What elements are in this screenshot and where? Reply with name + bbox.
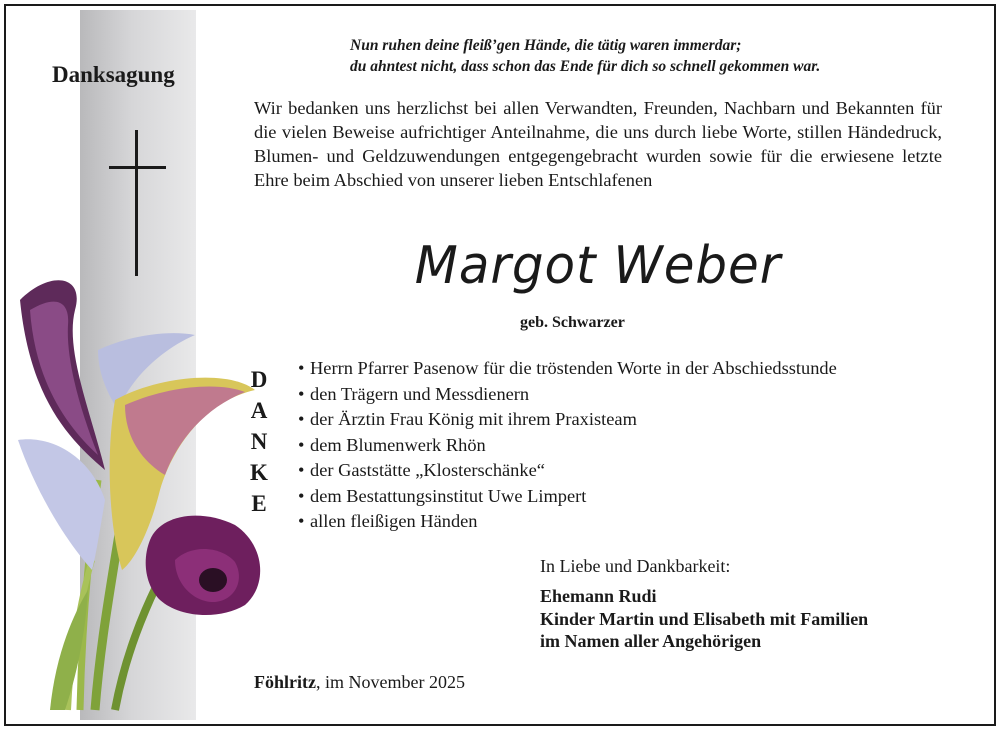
place-and-date xyxy=(254,672,465,693)
bullet-icon: • xyxy=(298,409,305,429)
danke-letter: D xyxy=(250,367,268,392)
list-item: • dem Bestattungsinstitut Uwe Limpert xyxy=(298,484,837,510)
bullet-icon: • xyxy=(298,383,305,404)
signer-line: im Namen aller Angehörigen xyxy=(540,631,762,651)
signer-line: Ehemann Rudi xyxy=(540,586,657,606)
verse xyxy=(350,35,950,77)
calla-lily-illustration xyxy=(10,240,270,720)
list-item: • der Gaststätte „Klosterschänke“ xyxy=(298,458,837,484)
verse-line: du ahntest nicht, dass schon das Ende für dich so schnell gekommen war. xyxy=(350,58,821,75)
list-item: • dem Blumenwerk Rhön xyxy=(298,433,837,459)
deceased-name: Margot Weber xyxy=(414,236,782,296)
bullet-icon: • xyxy=(298,485,305,506)
list-item: • den Trägern und Messdienern xyxy=(298,382,837,408)
bullet-icon: • xyxy=(298,511,305,531)
closing-line: In Liebe und Dankbarkeit: xyxy=(540,556,731,576)
cross-icon-bar xyxy=(109,166,166,169)
intro-text: Wir bedanken uns herzlichst bei allen Verwandten, Freunden, Nachbarn und Bekannten für die vielen Beweise aufrichtiger Anteilnahme, die uns durch liebe Worte, stillen Händedruck, Blumen- und Geldzuwendungen entgegengebracht wurden sowie für die erwiesene letzte Ehre beim Abschied von unserer lieben Entschlafenen xyxy=(254,98,942,190)
list-item: • der Ärztin Frau König mit ihrem Praxisteam xyxy=(298,407,837,433)
place-town: Föhlritz xyxy=(254,672,316,692)
bullet-icon: • xyxy=(298,358,305,378)
list-item: • Herrn Pfarrer Pasenow für die tröstenden Worte in der Abschiedsstunde xyxy=(298,356,837,382)
danke-letter: N xyxy=(250,429,268,454)
danke-letter: A xyxy=(250,398,268,423)
signers xyxy=(540,585,868,653)
page-title: Danksagung xyxy=(52,62,175,87)
bullet-icon: • xyxy=(298,460,305,480)
danke-letter: E xyxy=(251,491,267,516)
list-item: • allen fleißigen Händen xyxy=(298,509,837,535)
verse-line: Nun ruhen deine fleiß’gen Hände, die tätig waren immerdar; xyxy=(350,37,742,54)
signer-line: Kinder Martin und Elisabeth mit Familien xyxy=(540,608,869,629)
bullet-icon: • xyxy=(298,434,305,455)
danke-letter: K xyxy=(250,460,268,485)
place-date: , im November 2025 xyxy=(315,672,465,692)
thanks-list xyxy=(298,356,837,535)
danke-vertical xyxy=(246,364,272,519)
birth-name: geb. Schwarzer xyxy=(520,314,625,331)
